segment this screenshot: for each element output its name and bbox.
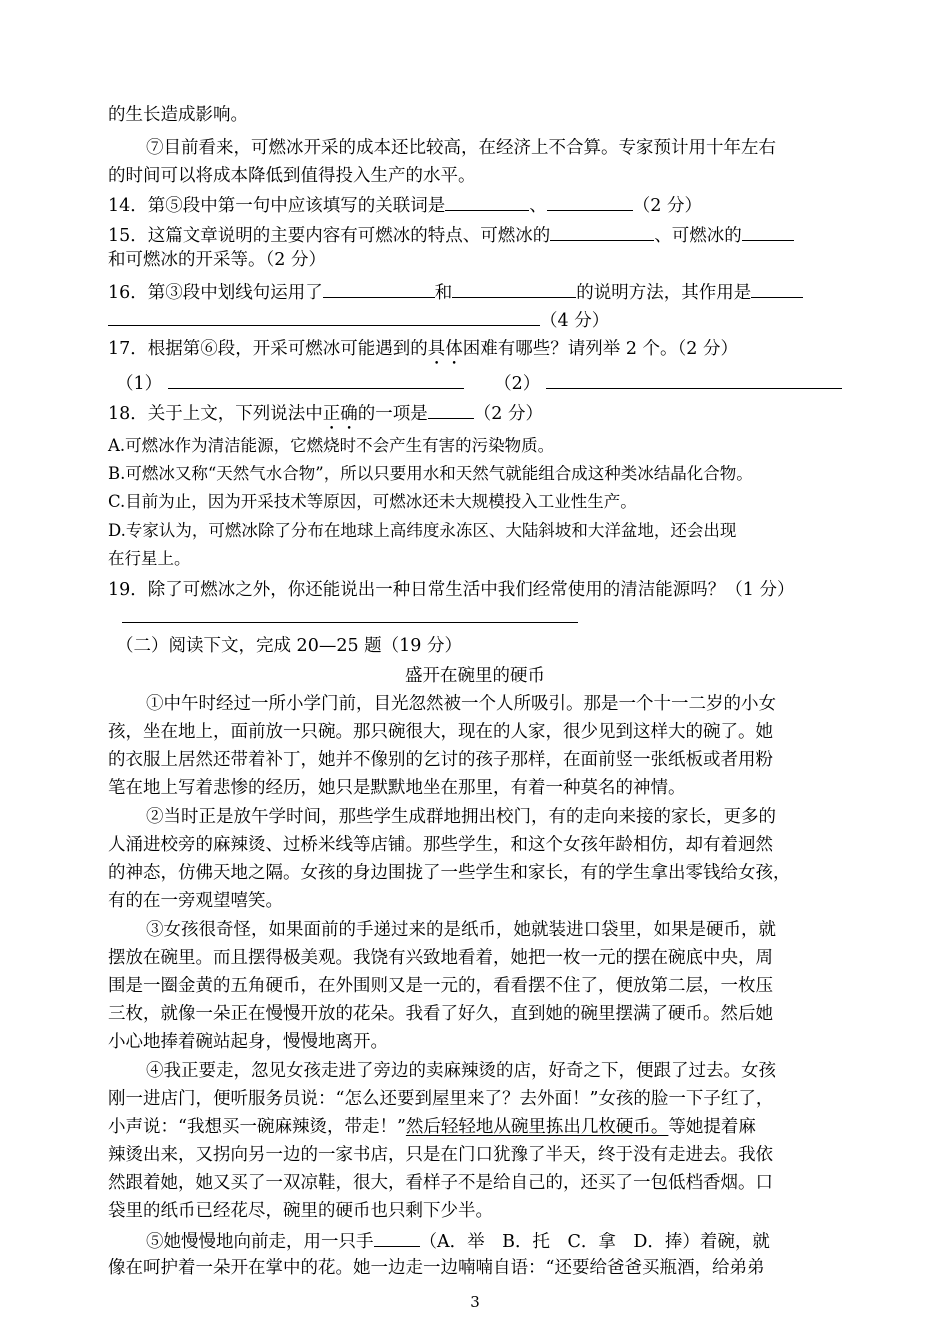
question-16-text: 16．第③段中划线句运用了 [108, 283, 323, 303]
paragraph-7-line: ⑦目前看来，可燃冰开采的成本还比较高，在经济上不合算。专家预计用十年左右 [146, 138, 776, 158]
passage-line: 刚一进店门，便听服务员说：“怎么还要到屋里来了？去外面！”女孩的脸一下子红了， [108, 1089, 774, 1109]
question-16-after: 的说明方法，其作用是 [576, 283, 752, 303]
passage-line: ①中午时经过一所小学门前，目光忽然被一个人所吸引。那是一个十一二岁的小女 [146, 694, 776, 714]
passage-text: ⑤她慢慢地向前走，用一只手 [146, 1232, 374, 1252]
answer-label-1: （1） [116, 374, 163, 394]
question-18 [108, 400, 543, 434]
passage-text: 小声说：“我想买一碗麻辣烫，带走！” [108, 1117, 406, 1137]
passage-line: ④我正要走，忽见女孩走进了旁边的卖麻辣烫的店，好奇之下，便跟了过去。女孩 [146, 1061, 776, 1081]
score: （2 分） [632, 196, 702, 216]
passage-line: 像在呵护着一朵开在掌中的花。她一边走一边喃喃自语：“还要给爸爸买瓶酒，给弟弟 [108, 1258, 765, 1278]
passage-line: ②当时正是放午学时间，那些学生成群地拥出校门，有的走向来接的家长，更多的 [146, 807, 776, 827]
passage-line: 辣烫出来，又拐向另一边的一家书店，只是在门口犹豫了半天，终于没有走进去。我依 [108, 1145, 773, 1165]
separator: 、 [529, 196, 547, 216]
question-15 [108, 222, 794, 248]
answer-blank[interactable] [751, 279, 803, 298]
passage-line: 的衣服上居然还带着补丁，她并不像别的乞讨的孩子那样，在面前竖一张纸板或者用粉 [108, 750, 773, 770]
answer-blank[interactable] [546, 370, 842, 389]
passage-line: 有的在一旁观望嘻笑。 [108, 891, 283, 911]
answer-blank[interactable] [168, 370, 464, 389]
question-15-tail: 和可燃冰的开采等。（2 分） [108, 250, 326, 270]
question-19: 19．除了可燃冰之外，你还能说出一种日常生活中我们经常使用的清洁能源吗？（1 分） [108, 580, 795, 600]
score: （4 分） [540, 311, 610, 331]
passage-text: 等她提着麻 [668, 1117, 756, 1137]
answer-blank[interactable] [445, 192, 529, 211]
question-17-answers [116, 370, 842, 396]
answer-blank[interactable] [550, 222, 654, 241]
question-16-line2 [108, 307, 609, 333]
answer-blank[interactable] [323, 279, 435, 298]
option-c: C.目前为止，因为开采技术等原因，可燃冰还未大规模投入工业性生产。 [108, 492, 637, 511]
page-number: 3 [470, 1293, 480, 1311]
question-16 [108, 279, 803, 305]
question-15-text: 15．这篇文章说明的主要内容有可燃冰的特点、可燃冰的 [108, 226, 551, 246]
passage-line [146, 1228, 770, 1254]
passage-line: 围是一圈金黄的五角硬币，在外围则又是一元的，看看摆不住了，便放第二层，一枚压 [108, 976, 773, 996]
passage-line: 三枚，就像一朵正在慢慢开放的花朵。我看了好久，直到她的碗里摆满了硬币。然后她 [108, 1004, 773, 1024]
answer-blank[interactable] [374, 1228, 420, 1247]
question-18-text: 18．关于上文，下列说法中 [108, 404, 323, 424]
option-b: B.可燃冰又称“天然气水合物”，所以只要用水和天然气就能组合成这种类冰结晶化合物。 [108, 464, 753, 483]
passage-line: 孩，坐在地上，面前放一只碗。那只碗很大，现在的人家，很少见到这样大的碗了。她 [108, 722, 773, 742]
emphasis-text: 正确 [322, 404, 358, 424]
passage-line: 袋里的纸币已经花尽，碗里的硬币也只剩下少半。 [108, 1201, 493, 1221]
question-16-and: 和 [434, 283, 453, 303]
option-a: A.可燃冰作为清洁能源，它燃烧时不会产生有害的污染物质。 [108, 436, 555, 455]
answer-blank[interactable] [547, 192, 633, 211]
passage-title: 盛开在碗里的硬币 [405, 666, 545, 686]
text-line: 的生长造成影响。 [108, 105, 248, 125]
passage-line: ③女孩很奇怪，如果面前的手递过来的是纸币，她就装进口袋里，如果是硬币，就 [146, 920, 776, 940]
answer-blank[interactable] [108, 307, 540, 326]
question-18-text: 的一项是 [357, 404, 428, 424]
passage-line [108, 1115, 756, 1139]
option-d-cont: 在行星上。 [108, 549, 191, 568]
passage-line: 笔在地上写着悲惨的经历，她只是默默地坐在那里，有着一种莫名的神情。 [108, 778, 686, 798]
answer-blank[interactable] [428, 400, 474, 419]
section-heading: （二）阅读下文，完成 20—25 题（19 分） [116, 636, 462, 656]
option-d: D.专家认为，可燃冰除了分布在地球上高纬度永冻区、大陆斜坡和大洋盆地，还会出现 [108, 521, 737, 540]
question-17-text: 17．根据第⑥段，开采可燃冰可能遇到的 [108, 339, 428, 359]
passage-line: 人涌进校旁的麻辣烫、过桥米线等店铺。那些学生，和这个女孩年龄相仿，却有着迥然 [108, 835, 773, 855]
question-17-text: 困难有哪些？请列举 2 个。（2 分） [462, 339, 738, 359]
underlined-sentence: 然后轻轻地从碗里拣出几枚硬币。 [405, 1117, 669, 1137]
answer-blank[interactable] [452, 279, 576, 298]
emphasis-text: 具体 [427, 339, 463, 359]
passage-line: 的神态，仿佛天地之隔。女孩的身边围拢了一些学生和家长，有的学生拿出零钱给女孩， [108, 863, 791, 883]
word-choice: （A．举 B．托 C．拿 D．捧）着碗，就 [419, 1232, 770, 1252]
question-14-text: 14．第⑤段中第一句中应该填写的关联词是 [108, 196, 446, 216]
answer-blank[interactable] [122, 622, 578, 623]
passage-line: 摆放在碗里。而且摆得极美观。我饶有兴致地看着，她把一枚一元的摆在碗底中央，周 [108, 948, 773, 968]
answer-label-2: （2） [494, 374, 541, 394]
question-14 [108, 192, 702, 218]
question-17 [108, 337, 738, 369]
paragraph-7-line: 的时间可以将成本降低到值得投入生产的水平。 [108, 166, 476, 186]
passage-line: 然跟着她，她又买了一双凉鞋，很大，看样子不是给自己的，还买了一包低档香烟。口 [108, 1173, 773, 1193]
score: （2 分） [473, 404, 543, 424]
answer-blank[interactable] [742, 222, 794, 241]
passage-line: 小心地捧着碗站起身，慢慢地离开。 [108, 1032, 388, 1052]
question-15-mid: 、可燃冰的 [654, 226, 742, 246]
